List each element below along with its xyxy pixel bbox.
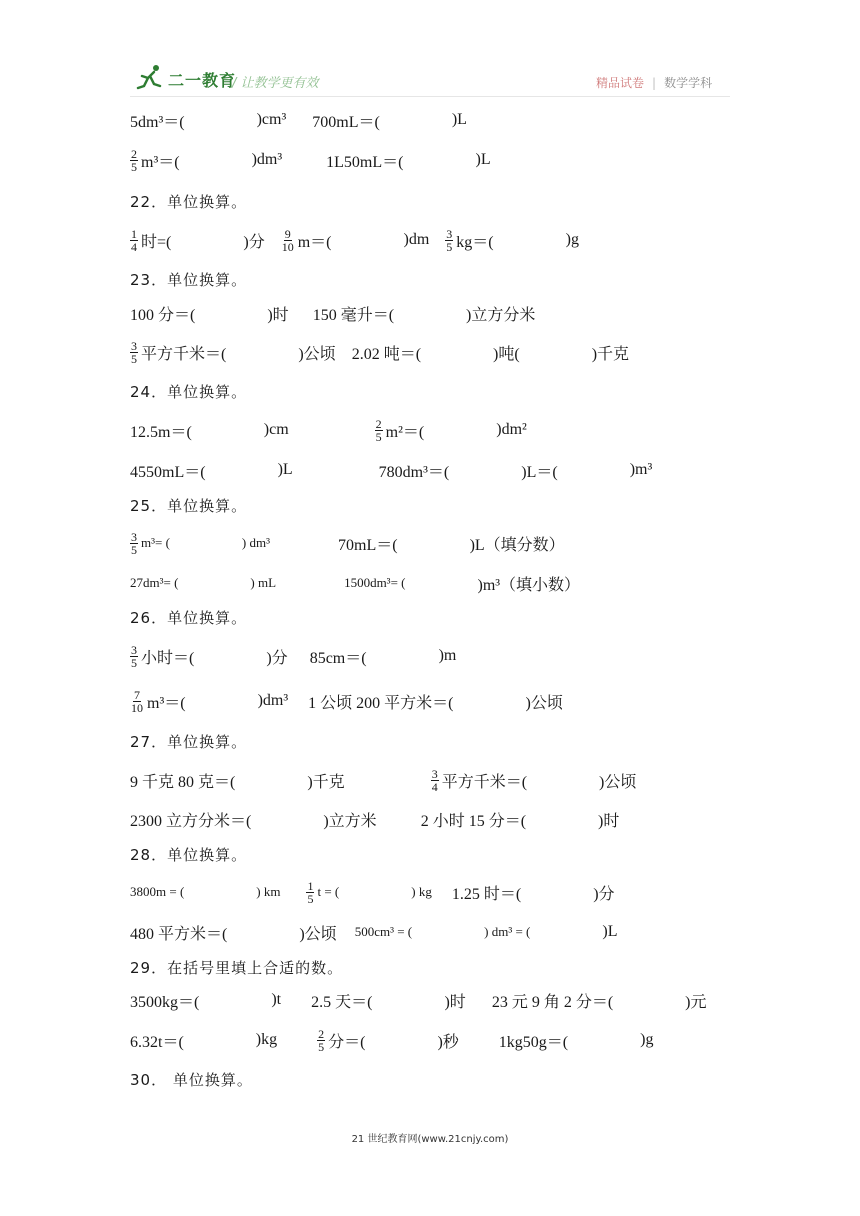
text: )立方米	[323, 812, 377, 830]
text: 1.25 时＝(	[451, 885, 522, 903]
page-footer: 21 世纪教育网(www.21cnjy.com)	[351, 1134, 509, 1145]
text: )公顷	[299, 925, 337, 943]
fraction: $\frac{3}{5}$	[131, 529, 137, 557]
text: 27dm³= (	[130, 575, 179, 590]
text: 4550mL＝(	[130, 463, 206, 481]
question-heading: 25．单位换算。	[130, 496, 248, 515]
text: )L	[277, 461, 293, 478]
question-heading: 26．单位换算。	[130, 608, 248, 627]
text: ) dm³ = (	[484, 924, 531, 939]
exercise-line	[130, 876, 615, 908]
text: ) mL	[250, 575, 277, 590]
text: m＝(	[297, 233, 332, 251]
text: )吨(	[493, 345, 520, 363]
text: )t	[271, 991, 282, 1008]
text: )立方分米	[466, 306, 536, 324]
exercise-line	[130, 984, 707, 1016]
text: )m	[438, 647, 457, 664]
fraction: $\frac{2}{5}$	[131, 146, 137, 174]
fraction: $\frac{9}{10}$	[281, 226, 294, 254]
exercise-line	[130, 803, 619, 835]
text: 6.32t＝(	[130, 1033, 184, 1051]
text: 1 公顷 200 平方米＝(	[308, 694, 454, 712]
text: 2 小时 15 分＝(	[420, 812, 527, 830]
logo-text: 二一教育	[168, 71, 237, 90]
text: )L	[602, 923, 618, 940]
text: )dm³	[257, 692, 289, 709]
exercise-line	[130, 567, 580, 599]
text: ) dm³	[241, 535, 271, 550]
header-divider	[130, 96, 730, 97]
fraction: $\frac{3}{5}$	[131, 642, 137, 670]
text: )dm³	[251, 151, 283, 168]
text: )时	[444, 993, 466, 1011]
text: m³＝(	[147, 694, 186, 712]
text: )千克	[307, 773, 345, 791]
question-heading: 24．单位换算。	[130, 382, 248, 401]
text: )L＝(	[521, 463, 558, 481]
header-label: 精品试卷	[596, 76, 645, 90]
exercise-line	[130, 224, 579, 256]
text: 12.5m＝(	[130, 423, 192, 441]
text: 70mL＝(	[338, 536, 398, 554]
text: )L（填分数）	[469, 536, 565, 554]
text: 150 毫升＝(	[312, 306, 395, 324]
text: t = (	[317, 884, 340, 899]
text: 480 平方米＝(	[130, 925, 228, 943]
text: m²＝(	[385, 423, 425, 441]
text: )dm	[403, 231, 430, 248]
text: 5dm³＝(	[130, 113, 185, 131]
exercise-line	[130, 1024, 653, 1056]
text: )m³	[629, 461, 653, 478]
question-heading: 23．单位换算。	[130, 270, 248, 289]
exercise-line	[130, 414, 527, 446]
text: )cm³	[256, 111, 287, 128]
text: 1kg50g＝(	[498, 1033, 569, 1051]
text: )g	[565, 231, 579, 248]
text: 1L50mL＝(	[326, 153, 404, 171]
text: )L	[451, 111, 467, 128]
text: 平方千米＝(	[441, 773, 528, 791]
text: 3500kg＝(	[130, 993, 200, 1011]
text: 700mL＝(	[312, 113, 380, 131]
question-heading: 22．单位换算。	[130, 192, 248, 211]
question-heading: 29．在括号里填上合适的数。	[130, 958, 344, 977]
text: )分	[266, 649, 288, 667]
text: )分	[243, 233, 265, 251]
fraction: $\frac{2}{5}$	[318, 1026, 325, 1054]
text: 2.02 吨＝(	[351, 345, 422, 363]
text: )公顷	[525, 694, 563, 712]
text: )元	[685, 993, 707, 1011]
fraction: $\frac{3}{5}$	[446, 226, 453, 254]
exercise-line	[130, 454, 652, 486]
text: )dm²	[496, 421, 527, 438]
exercise-line	[130, 527, 565, 559]
text: 780dm³＝(	[378, 463, 450, 481]
text: )时	[267, 306, 289, 324]
text: kg＝(	[456, 233, 494, 251]
exercise-line	[130, 640, 456, 672]
text: 1500dm³= (	[344, 575, 406, 590]
fraction: $\frac{3}{5}$	[131, 338, 137, 366]
text: 500cm³ = (	[354, 924, 413, 939]
text: )分	[593, 885, 615, 903]
text: )时	[598, 812, 620, 830]
exercise-line	[130, 297, 535, 329]
question-heading: 27．单位换算。	[130, 732, 248, 751]
text: )秒	[437, 1033, 459, 1051]
exercise-line	[130, 336, 629, 368]
text: 2.5 天＝(	[311, 993, 373, 1011]
text: )m³（填小数）	[477, 576, 581, 594]
header-subject: 数学学科	[664, 76, 713, 90]
text: 分＝(	[328, 1033, 366, 1051]
fraction: $\frac{3}{4}$	[431, 766, 438, 794]
text: )cm	[263, 421, 289, 438]
text: 23 元 9 角 2 分＝(	[491, 993, 614, 1011]
exercise-line	[130, 144, 491, 176]
text: )g	[640, 1031, 654, 1048]
text: m³＝(	[141, 153, 180, 171]
text: )kg	[255, 1031, 278, 1048]
text: )公顷	[298, 345, 336, 363]
text: )公顷	[599, 773, 637, 791]
fraction: $\frac{2}{5}$	[375, 416, 382, 444]
question-heading: 30． 单位换算。	[130, 1070, 253, 1089]
text: 9 千克 80 克＝(	[130, 773, 236, 791]
text: 小时＝(	[141, 649, 195, 667]
text: 2300 立方分米＝(	[130, 812, 252, 830]
exercise-line	[130, 685, 563, 717]
fraction: $\frac{7}{10}$	[131, 687, 143, 715]
header-right: 精品试卷 | 数学学科	[596, 76, 713, 90]
runner-logo-icon	[136, 64, 166, 95]
text: )千克	[591, 345, 630, 363]
text: 时=(	[141, 233, 172, 251]
exercise-line	[130, 104, 467, 136]
text: ) kg	[411, 884, 432, 899]
text: 100 分＝(	[130, 306, 196, 324]
text: )L	[475, 151, 491, 168]
fraction: $\frac{1}{5}$	[307, 878, 314, 906]
text: 85cm＝(	[309, 649, 367, 667]
fraction: $\frac{1}{4}$	[131, 226, 137, 254]
exercise-line	[130, 764, 636, 796]
exercise-line	[130, 916, 618, 948]
page-header	[0, 0, 860, 110]
text: 平方千米＝(	[141, 345, 227, 363]
text: m³= (	[141, 535, 170, 550]
question-heading: 28．单位换算。	[130, 845, 248, 864]
text: ) km	[256, 884, 281, 899]
text: 3800m = (	[130, 884, 185, 899]
slogan: / 让教学更有效	[232, 76, 319, 91]
